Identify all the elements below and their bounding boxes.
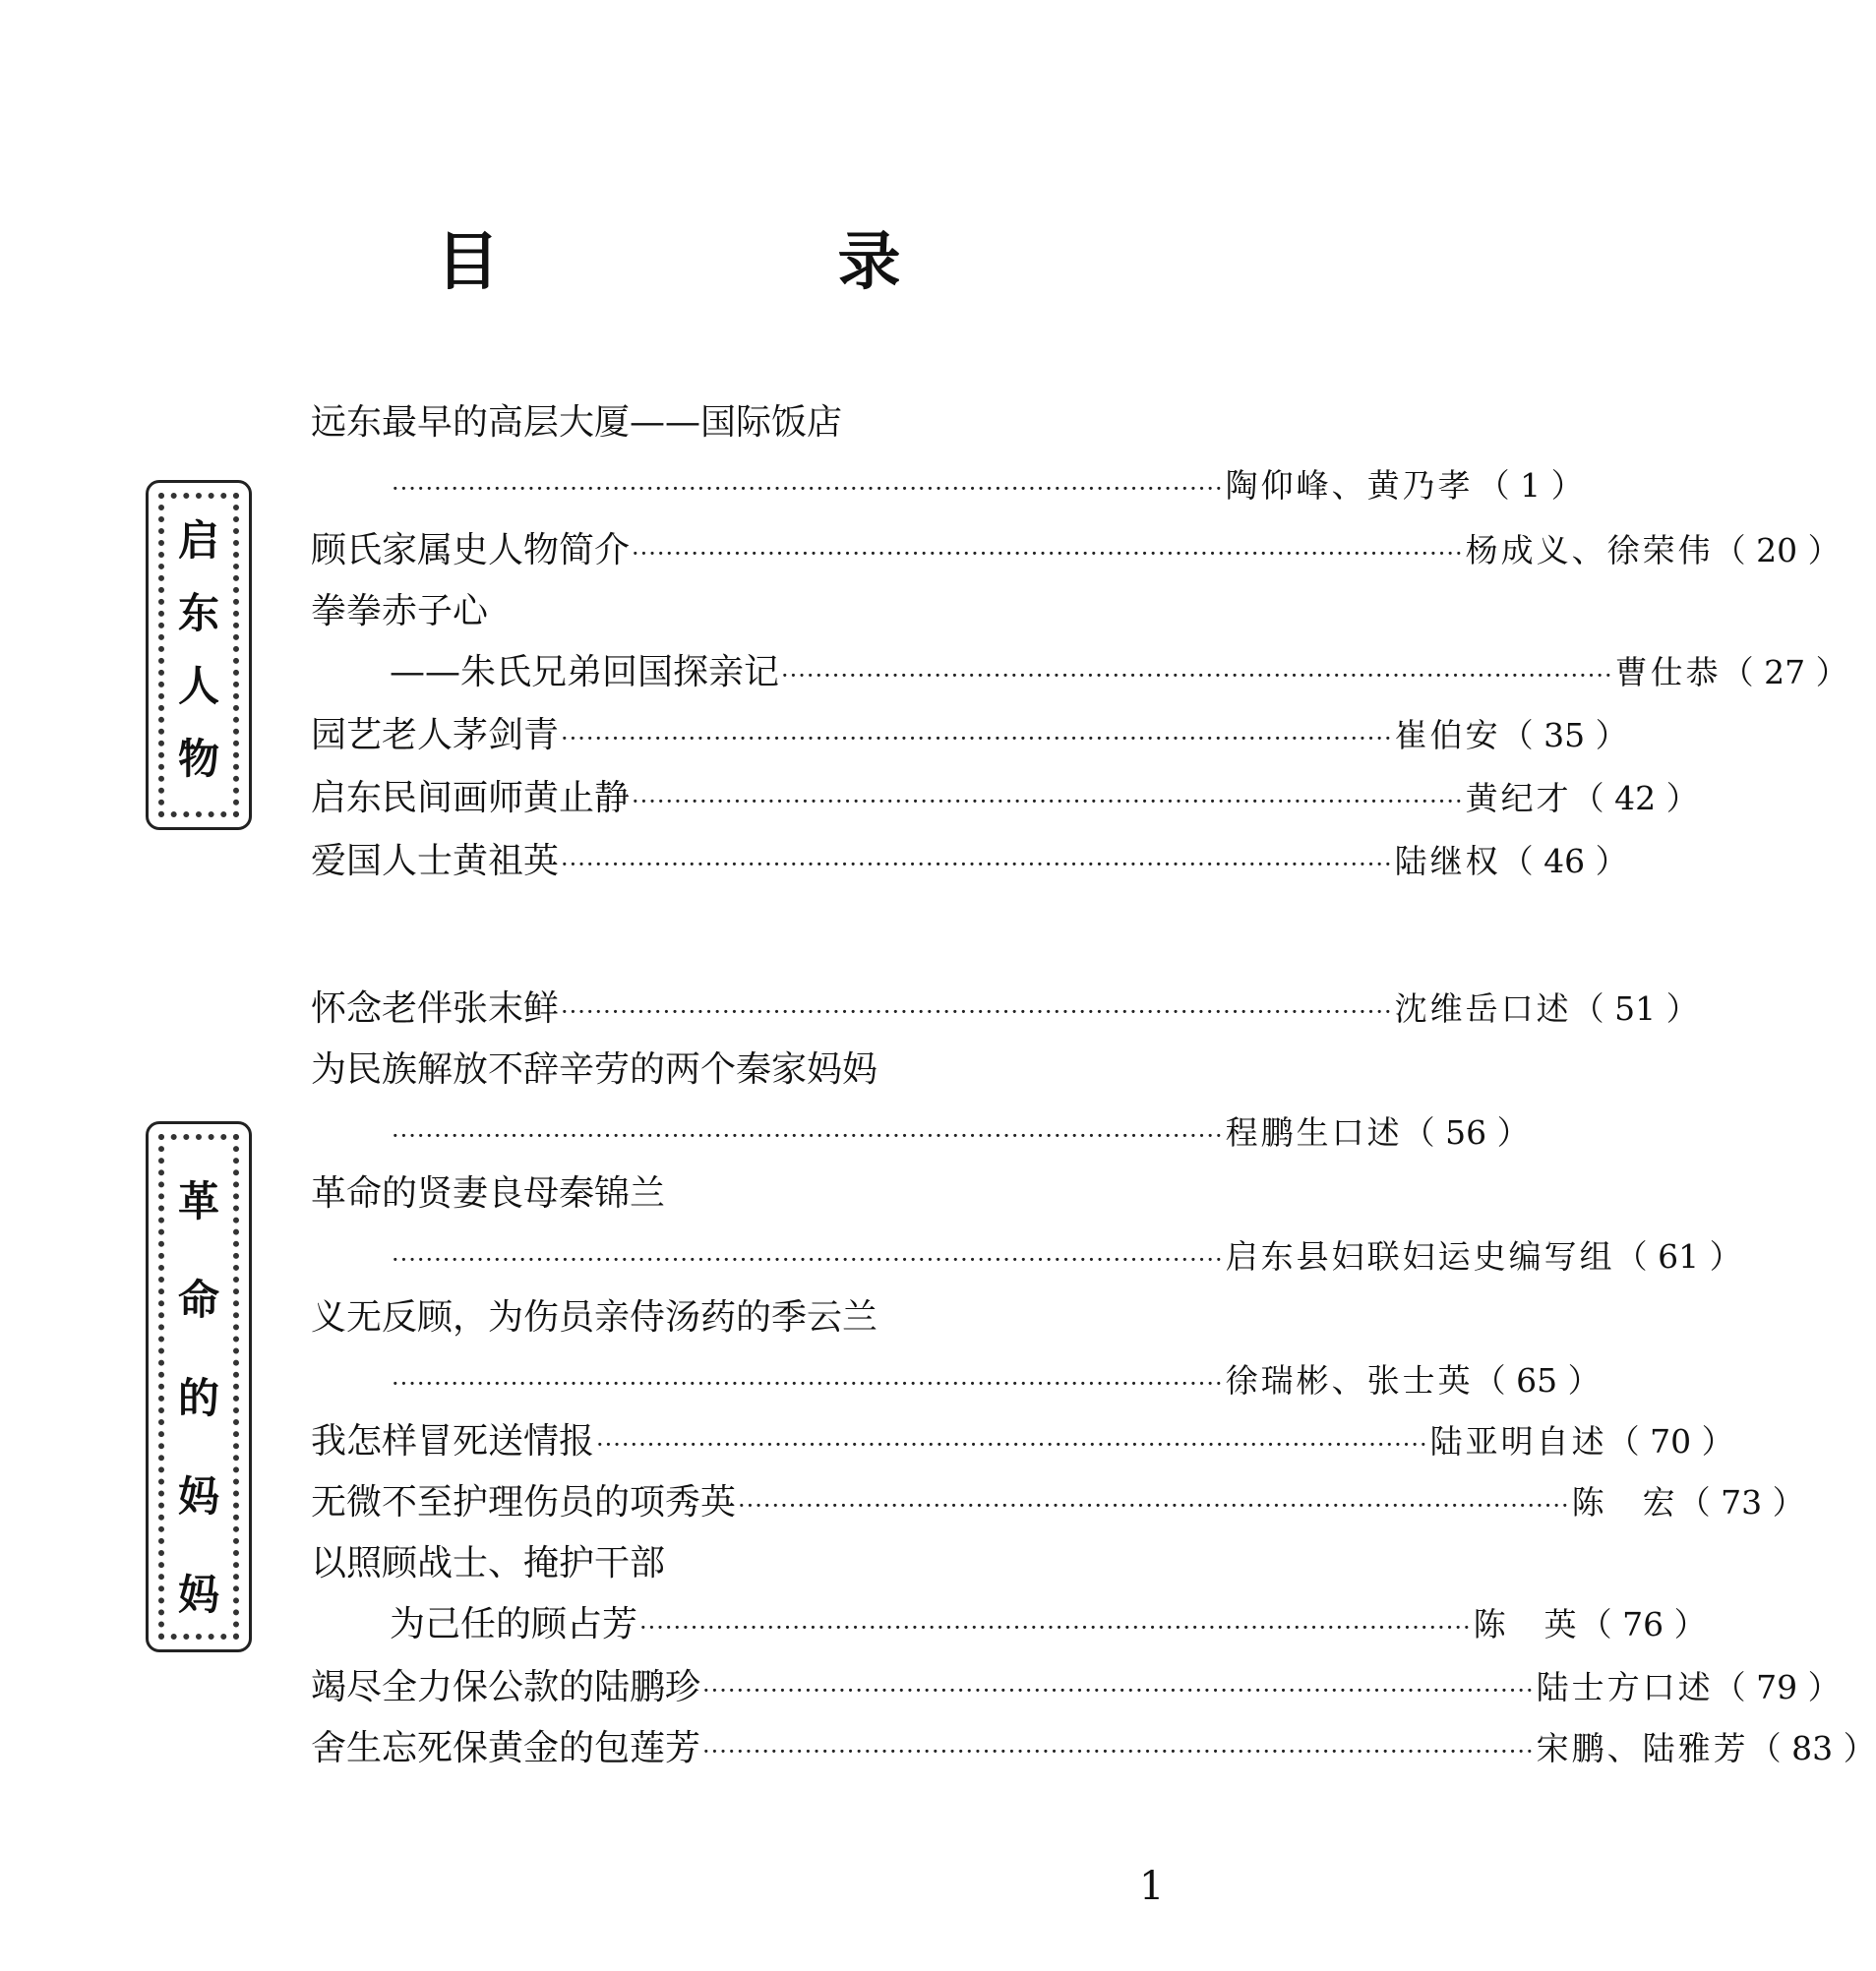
section-char: 启 (177, 516, 219, 565)
toc-entry-line (311, 714, 1628, 760)
entry-author: 陶仰峰、黄乃孝 (1225, 466, 1474, 505)
entry-title: 无微不至护理伤员的项秀英 (311, 1482, 737, 1523)
toc-entry (311, 1481, 1805, 1527)
section-char: 的 (177, 1374, 219, 1422)
toc-entry (311, 987, 1699, 1034)
toc-entry-line (311, 840, 1628, 886)
entry-author: 徐瑞彬、张士英 (1225, 1361, 1474, 1400)
entry-title: 爱国人士黄祖英 (311, 841, 560, 881)
entry-author: 启东县妇联妇运史编写组 (1225, 1237, 1615, 1276)
entry-title: 以照顾战士、掩护干部 (311, 1543, 666, 1583)
dot-leader: ·································································································· (781, 662, 1613, 689)
dot-leader: ·································································································· (639, 1614, 1472, 1642)
toc-entry-title-line (311, 590, 1202, 633)
toc-entry-title-line (311, 1542, 1202, 1585)
section-char: 妈 (177, 1472, 219, 1521)
dot-leader: ·································································································· (392, 1122, 1224, 1150)
entry-author: 陆继权 (1394, 842, 1501, 880)
entry-page: （ 73 ） (1677, 1483, 1805, 1522)
dot-leader: ·································································································· (561, 998, 1393, 1026)
toc-entry-line (311, 529, 1841, 575)
entry-page: （ 51 ） (1571, 989, 1699, 1028)
entry-page: （ 1 ） (1477, 466, 1584, 505)
dot-leader: ·································································································· (561, 851, 1393, 878)
entry-title: 远东最早的高层大厦——国际饭店 (311, 402, 843, 443)
section-label-qidong-renwu (146, 480, 252, 830)
toc-entry (311, 1666, 1841, 1712)
toc-entry (311, 1048, 1530, 1158)
toc-entry-line (311, 1420, 1734, 1466)
toc-entry-line (311, 1727, 1876, 1773)
entry-page: （ 61 ） (1614, 1237, 1742, 1276)
entry-subtitle: ——朱氏兄弟回国探亲记 (390, 652, 780, 692)
entry-title: 竭尽全力保公款的陆鹏珍 (311, 1667, 701, 1707)
toc-entry-line (311, 987, 1699, 1034)
toc-entry (311, 840, 1628, 886)
entry-page: （ 27 ） (1721, 653, 1848, 691)
toc-entry-title-line (311, 1296, 1202, 1340)
entry-title: 拳拳赤子心 (311, 591, 489, 631)
dot-leader: ·································································································· (632, 788, 1464, 815)
entry-author: 沈维岳口述 (1394, 989, 1572, 1028)
dot-leader: ·································································································· (702, 1677, 1535, 1704)
dot-leader: ·································································································· (738, 1492, 1570, 1520)
entry-page: （ 65 ） (1473, 1361, 1601, 1400)
dot-leader: ·································································································· (596, 1431, 1428, 1459)
entry-page: （ 35 ） (1500, 716, 1628, 754)
dot-leader: ·································································································· (632, 540, 1464, 567)
toc-entry (311, 714, 1628, 760)
toc-entry-title-line (311, 1048, 1202, 1092)
page-number: 1 (1139, 1864, 1165, 1909)
entry-page: （ 46 ） (1500, 842, 1628, 880)
entry-page: （ 76 ） (1579, 1605, 1707, 1643)
toc-entry (311, 529, 1841, 575)
entry-author: 陈 宏 (1571, 1483, 1678, 1522)
toc-entry (311, 1542, 1707, 1649)
toc-entry (311, 401, 1584, 510)
entry-title: 园艺老人茅剑青 (311, 715, 560, 755)
entry-page: （ 56 ） (1402, 1113, 1530, 1152)
entry-page: （ 70 ） (1606, 1422, 1734, 1461)
entry-author: 程鹏生口述 (1225, 1113, 1403, 1152)
section-char: 东 (177, 589, 219, 637)
entry-author: 宋鹏、陆雅芳 (1536, 1729, 1749, 1767)
entry-author: 崔伯安 (1394, 716, 1501, 754)
toc-entry (311, 777, 1699, 823)
toc-entry-line (311, 1235, 1742, 1282)
toc-entry-line (311, 651, 1848, 697)
toc-entry (311, 590, 1848, 697)
entry-title: 义无反顾，为伤员亲侍汤药的季云兰 (311, 1297, 878, 1338)
toc-entry (311, 1420, 1734, 1466)
entry-author: 黄纪才 (1465, 779, 1572, 817)
toc-entry-title-line (311, 401, 1202, 445)
toc-entry-title-line (311, 1172, 1202, 1216)
toc-entry-line (311, 464, 1584, 510)
dot-leader: ·································································································· (392, 1370, 1224, 1398)
entry-page: （ 20 ） (1713, 531, 1841, 569)
dot-leader: ·································································································· (702, 1738, 1535, 1765)
toc-entry (311, 1727, 1876, 1773)
section-char: 物 (177, 735, 219, 783)
entry-page: （ 79 ） (1713, 1668, 1841, 1706)
entry-subtitle: 为己任的顾占芳 (390, 1604, 638, 1644)
entry-author: 陈 英 (1473, 1605, 1580, 1643)
dot-leader: ·································································································· (392, 475, 1224, 503)
section-char: 命 (177, 1276, 219, 1324)
dot-leader: ·································································································· (561, 725, 1393, 752)
entry-title: 顾氏家属史人物简介 (311, 530, 631, 570)
section-label-geming-de-mama (146, 1121, 252, 1652)
entry-title: 怀念老伴张末鲜 (311, 988, 560, 1029)
toc-entry-line (311, 1359, 1601, 1405)
entry-author: 陆士方口述 (1536, 1668, 1714, 1706)
toc-entry (311, 1172, 1742, 1282)
toc-entry-line (311, 777, 1699, 823)
entry-author: 杨成义、徐荣伟 (1465, 531, 1714, 569)
entry-title: 我怎样冒死送情报 (311, 1421, 595, 1462)
entry-page: （ 83 ） (1748, 1729, 1876, 1767)
toc-entry-line (311, 1666, 1841, 1712)
toc-entry-line (311, 1603, 1707, 1649)
entry-author: 陆亚明自述 (1429, 1422, 1607, 1461)
entry-title: 革命的贤妻良母秦锦兰 (311, 1173, 666, 1214)
toc-entry (311, 1296, 1601, 1405)
section-char: 妈 (177, 1571, 219, 1619)
entry-title: 启东民间画师黄止静 (311, 778, 631, 818)
section-char: 人 (177, 662, 219, 710)
section-char: 革 (177, 1177, 219, 1225)
entry-page: （ 42 ） (1571, 779, 1699, 817)
toc-entry-line (311, 1111, 1530, 1158)
page-title: 目 录 (436, 226, 1039, 299)
entry-author: 曹仕恭 (1614, 653, 1722, 691)
entry-title: 为民族解放不辞辛劳的两个秦家妈妈 (311, 1049, 878, 1090)
dot-leader: ·································································································· (392, 1246, 1224, 1274)
entry-title: 舍生忘死保黄金的包莲芳 (311, 1728, 701, 1768)
toc-entry-line (311, 1481, 1805, 1527)
